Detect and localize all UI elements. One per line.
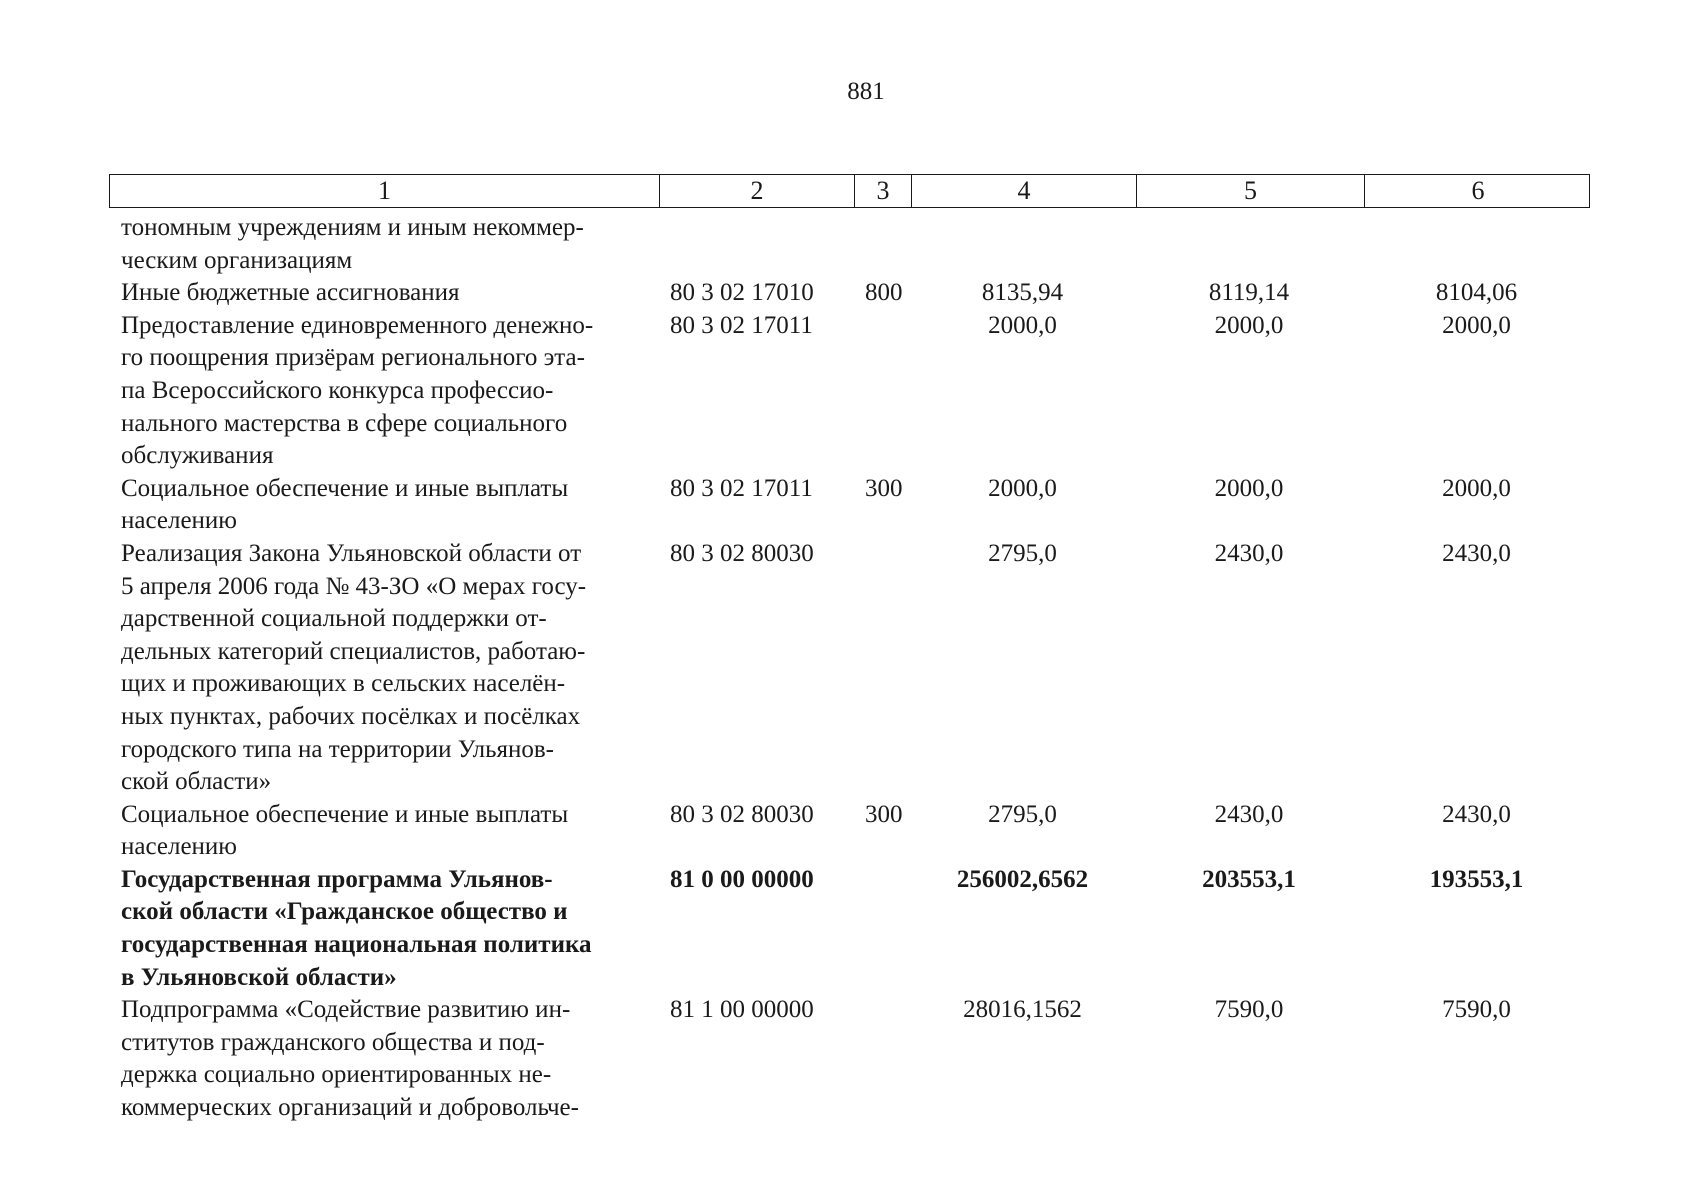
row-value-col4 bbox=[910, 212, 1135, 277]
row-name-line: коммерческих организаций и добровольче- bbox=[121, 1094, 579, 1122]
row-name-line: городского типа на территории Ульянов- bbox=[121, 735, 555, 763]
row-value-col5: 2430,0 bbox=[1214, 539, 1284, 567]
row-name-line: дельных категорий специалистов, работаю- bbox=[121, 637, 586, 665]
row-expense-type: 300 bbox=[865, 474, 903, 502]
row-code: 80 3 02 17011 bbox=[670, 474, 813, 502]
row-name bbox=[109, 864, 658, 994]
row-code: 81 0 00 00000 bbox=[670, 865, 814, 893]
column-header-6: 6 bbox=[1364, 175, 1591, 207]
row-name-line: Предоставление единовременного денежно- bbox=[121, 311, 594, 339]
row-value-col5: 2430,0 bbox=[1214, 800, 1284, 828]
row-expense-type bbox=[853, 310, 910, 473]
column-header-5: 5 bbox=[1136, 175, 1364, 207]
row-value-col6: 2430,0 bbox=[1442, 539, 1511, 567]
row-name-line: щих и проживающих в сельских населён- bbox=[121, 670, 566, 698]
row-name-line: ческим организациям bbox=[121, 246, 353, 274]
row-code: 80 3 02 80030 bbox=[670, 800, 814, 828]
row-value-col4: 2795,0 bbox=[988, 539, 1057, 567]
row-value-col6: 2000,0 bbox=[1442, 474, 1511, 502]
row-expense-type: 800 bbox=[865, 279, 903, 307]
row-name-line: Иные бюджетные ассигнования bbox=[121, 279, 460, 307]
row-expense-type: 300 bbox=[865, 800, 903, 828]
row-name bbox=[109, 799, 658, 864]
row-name-line: Социальное обеспечение и иные выплаты bbox=[121, 800, 569, 828]
row-value-col5: 2000,0 bbox=[1214, 474, 1284, 502]
row-value-col4: 2795,0 bbox=[988, 800, 1057, 828]
table-row bbox=[109, 212, 1590, 277]
column-header-4: 4 bbox=[911, 175, 1136, 207]
table-row bbox=[109, 538, 1590, 799]
row-name bbox=[109, 310, 658, 473]
row-name-line: населению bbox=[121, 833, 237, 861]
row-value-col5: 203553,1 bbox=[1202, 865, 1296, 893]
row-name-line: нального мастерства в сфере социального bbox=[121, 409, 568, 437]
row-name bbox=[109, 277, 658, 310]
row-name bbox=[109, 473, 658, 538]
row-expense-type bbox=[853, 538, 910, 799]
row-value-col6: 2000,0 bbox=[1442, 311, 1511, 339]
table-row bbox=[109, 310, 1590, 473]
row-value-col6: 2430,0 bbox=[1442, 800, 1511, 828]
row-name-line: Реализация Закона Ульяновской области от bbox=[121, 539, 582, 567]
row-name-line: обслуживания bbox=[121, 442, 274, 470]
row-name-line: Государственная программа Ульянов- bbox=[121, 865, 553, 893]
row-name-line: населению bbox=[121, 507, 237, 535]
row-name-line: государственная национальная политика bbox=[121, 931, 592, 959]
row-name-line: ской области «Гражданское общество и bbox=[121, 898, 568, 926]
row-code: 81 1 00 00000 bbox=[670, 996, 814, 1024]
row-name-line: па Всероссийского конкурса профессио- bbox=[121, 376, 554, 404]
row-name-line: дарственной социальной поддержки от- bbox=[121, 605, 547, 633]
row-value-col6: 193553,1 bbox=[1429, 865, 1524, 893]
table-row bbox=[109, 799, 1590, 864]
row-value-col5: 7590,0 bbox=[1214, 996, 1284, 1024]
row-value-col5: 8119,14 bbox=[1208, 279, 1290, 307]
row-code: 80 3 02 17010 bbox=[670, 279, 814, 307]
row-name-line: ститутов гражданского общества и под- bbox=[121, 1028, 545, 1056]
row-code bbox=[658, 212, 853, 277]
row-expense-type bbox=[853, 994, 910, 1124]
row-expense-type bbox=[853, 864, 910, 994]
row-name-line: ской области» bbox=[121, 768, 272, 796]
row-value-col4: 8135,94 bbox=[981, 279, 1064, 307]
column-header-3: 3 bbox=[854, 175, 911, 207]
row-code: 80 3 02 17011 bbox=[670, 311, 813, 339]
row-name-line: 5 апреля 2006 года № 43-ЗО «О мерах госу- bbox=[121, 572, 587, 600]
row-name bbox=[109, 538, 658, 799]
row-value-col5: 2000,0 bbox=[1214, 311, 1284, 339]
row-name-line: в Ульяновской области» bbox=[121, 963, 397, 991]
row-name-line: Подпрограмма «Содействие развитию ин- bbox=[121, 996, 571, 1024]
row-value-col4: 256002,6562 bbox=[956, 865, 1089, 893]
column-header-2: 2 bbox=[659, 175, 854, 207]
row-name-line: Социальное обеспечение и иные выплаты bbox=[121, 474, 569, 502]
table-header bbox=[109, 174, 1590, 208]
row-value-col4: 2000,0 bbox=[988, 311, 1057, 339]
row-name-line: ных пунктах, рабочих посёлках и посёлках bbox=[121, 702, 581, 730]
row-value-col4: 2000,0 bbox=[988, 474, 1057, 502]
row-value-col5 bbox=[1135, 212, 1363, 277]
row-value-col4: 28016,1562 bbox=[963, 996, 1082, 1024]
row-name-line: тономным учреждениям и иным некоммер- bbox=[121, 214, 584, 241]
column-header-1: 1 bbox=[378, 176, 391, 205]
row-code: 80 3 02 80030 bbox=[670, 539, 814, 567]
table-row bbox=[109, 994, 1590, 1124]
row-expense-type bbox=[853, 212, 910, 277]
row-value-col6: 8104,06 bbox=[1435, 279, 1518, 307]
row-name bbox=[109, 212, 658, 277]
table-row bbox=[109, 277, 1590, 310]
page-number: 881 bbox=[847, 78, 885, 105]
row-name bbox=[109, 994, 658, 1124]
row-value-col6: 7590,0 bbox=[1442, 996, 1511, 1024]
table-body bbox=[109, 212, 1590, 1125]
table-row bbox=[109, 473, 1590, 538]
row-name-line: го поощрения призёрам регионального эта- bbox=[121, 344, 585, 372]
table-row bbox=[109, 864, 1590, 994]
row-name-line: держка социально ориентированных не- bbox=[121, 1061, 552, 1089]
row-value-col6 bbox=[1363, 212, 1590, 277]
